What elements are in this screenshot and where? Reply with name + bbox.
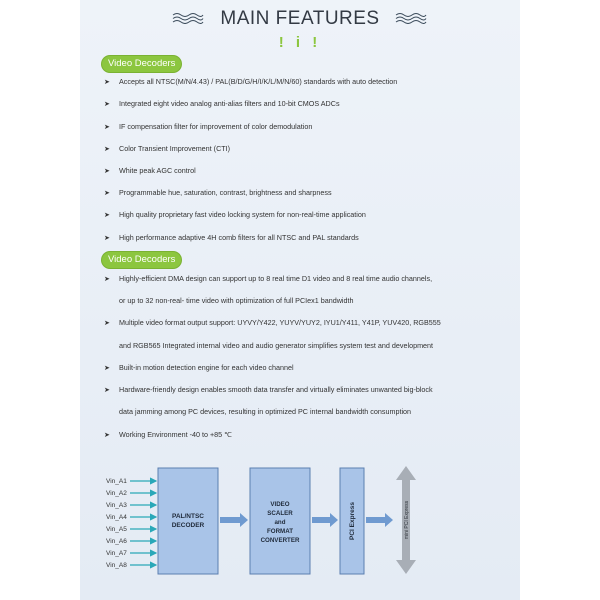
list-item: ➤ High performance adaptive 4H comb filters for all NTSC and PAL standards [104,233,359,242]
list-item: ➤ Built-in motion detection engine for each video channel [104,363,294,372]
input-label: Vin_A7 [106,550,127,557]
scaler-label: FORMAT [266,528,294,535]
header [80,6,520,32]
input-label: Vin_A1 [106,478,127,485]
list-item: ➤ High quality proprietary fast video locking system for non-real-time application [104,210,366,219]
arrow-bullet-icon: ➤ [104,79,110,86]
arrow-bullet-icon: ➤ [104,212,110,219]
input-label: Vin_A5 [106,526,127,533]
flow-arrow [220,513,248,527]
arrow-bullet-icon: ➤ [104,387,110,394]
arrow-bullet-icon: ➤ [104,168,110,175]
scaler-label: SCALER [267,510,293,517]
arrow-bullet-icon: ➤ [104,276,110,283]
wave-icon [395,12,427,24]
list-item: ➤ Hardware-friendly design enables smooth data transfer and virtually eliminates unwanted big-block [104,385,433,394]
list-item: ➤ Color Transient Improvement (CTI) [104,144,231,153]
list-item: ➤ IF compensation filter for improvement of color demodulation [104,122,313,131]
pci-express-label: PCI Express [349,502,356,540]
input-label: Vin_A4 [106,514,127,521]
input-label: Vin_A2 [106,490,127,497]
list-item-continuation: or up to 32 non-real- time video with optimization of full PCIex1 bandwidth [119,296,354,305]
arrow-bullet-icon: ➤ [104,124,110,131]
decoder-label: DECODER [171,522,205,529]
scaler-label: VIDEO [270,501,290,508]
list-item: ➤ Highly-efficient DMA design can support up to 8 real time D1 video and 8 real time audio channels, [104,274,433,283]
list-item: ➤ Programmable hue, saturation, contrast, brightness and sharpness [104,188,332,197]
decoder-block [158,468,218,574]
mini-pci-express-label: mini PCI Express [404,500,410,540]
list-item: ➤ Working Environment -40 to +85 ℃ [104,430,233,439]
decoder-label: PAL/NTSC [171,513,205,520]
input-label: Vin_A6 [106,538,127,545]
arrow-bullet-icon: ➤ [104,101,110,108]
arrow-bullet-icon: ➤ [104,320,110,327]
scaler-label: CONVERTER [260,537,300,544]
block-diagram [100,460,500,580]
page-title: MAIN FEATURES [220,8,380,29]
exclamation-decoration: ! i ! [278,34,322,51]
arrow-bullet-icon: ➤ [104,235,110,242]
section-label: Video Decoders [102,56,181,72]
flow-arrow [366,513,393,527]
list-item-continuation: and RGB565 Integrated internal video and audio generator simplifies system test and development [119,341,434,350]
input-label: Vin_A3 [106,502,127,509]
input-label: Vin_A8 [106,562,127,569]
page [80,0,520,600]
arrow-bullet-icon: ➤ [104,146,110,153]
list-item: ➤ White peak AGC control [104,166,196,175]
flow-arrow [312,513,338,527]
list-item: ➤ Integrated eight video analog anti-alias filters and 10-bit CMOS ADCs [104,99,340,108]
list-item: ➤ Accepts all NTSC(M/N/4.43) / PAL(B/D/G/H/I/K/L/M/N/60) standards with auto detection [104,77,398,86]
list-item: ➤ Multiple video format output support: UYVY/Y422, YUYV/YUY2, IYU1/Y411, Y41P, YUV420, RGB555 [104,318,441,327]
arrow-bullet-icon: ➤ [104,365,110,372]
section-label: Video Decoders [102,252,181,268]
scaler-label: and [274,519,286,526]
input-lines [106,478,156,569]
arrow-bullet-icon: ➤ [104,432,110,439]
list-item-continuation: data jamming among PC devices, resulting in optimized PC internal bandwidth consumption [119,407,412,416]
arrow-bullet-icon: ➤ [104,190,110,197]
